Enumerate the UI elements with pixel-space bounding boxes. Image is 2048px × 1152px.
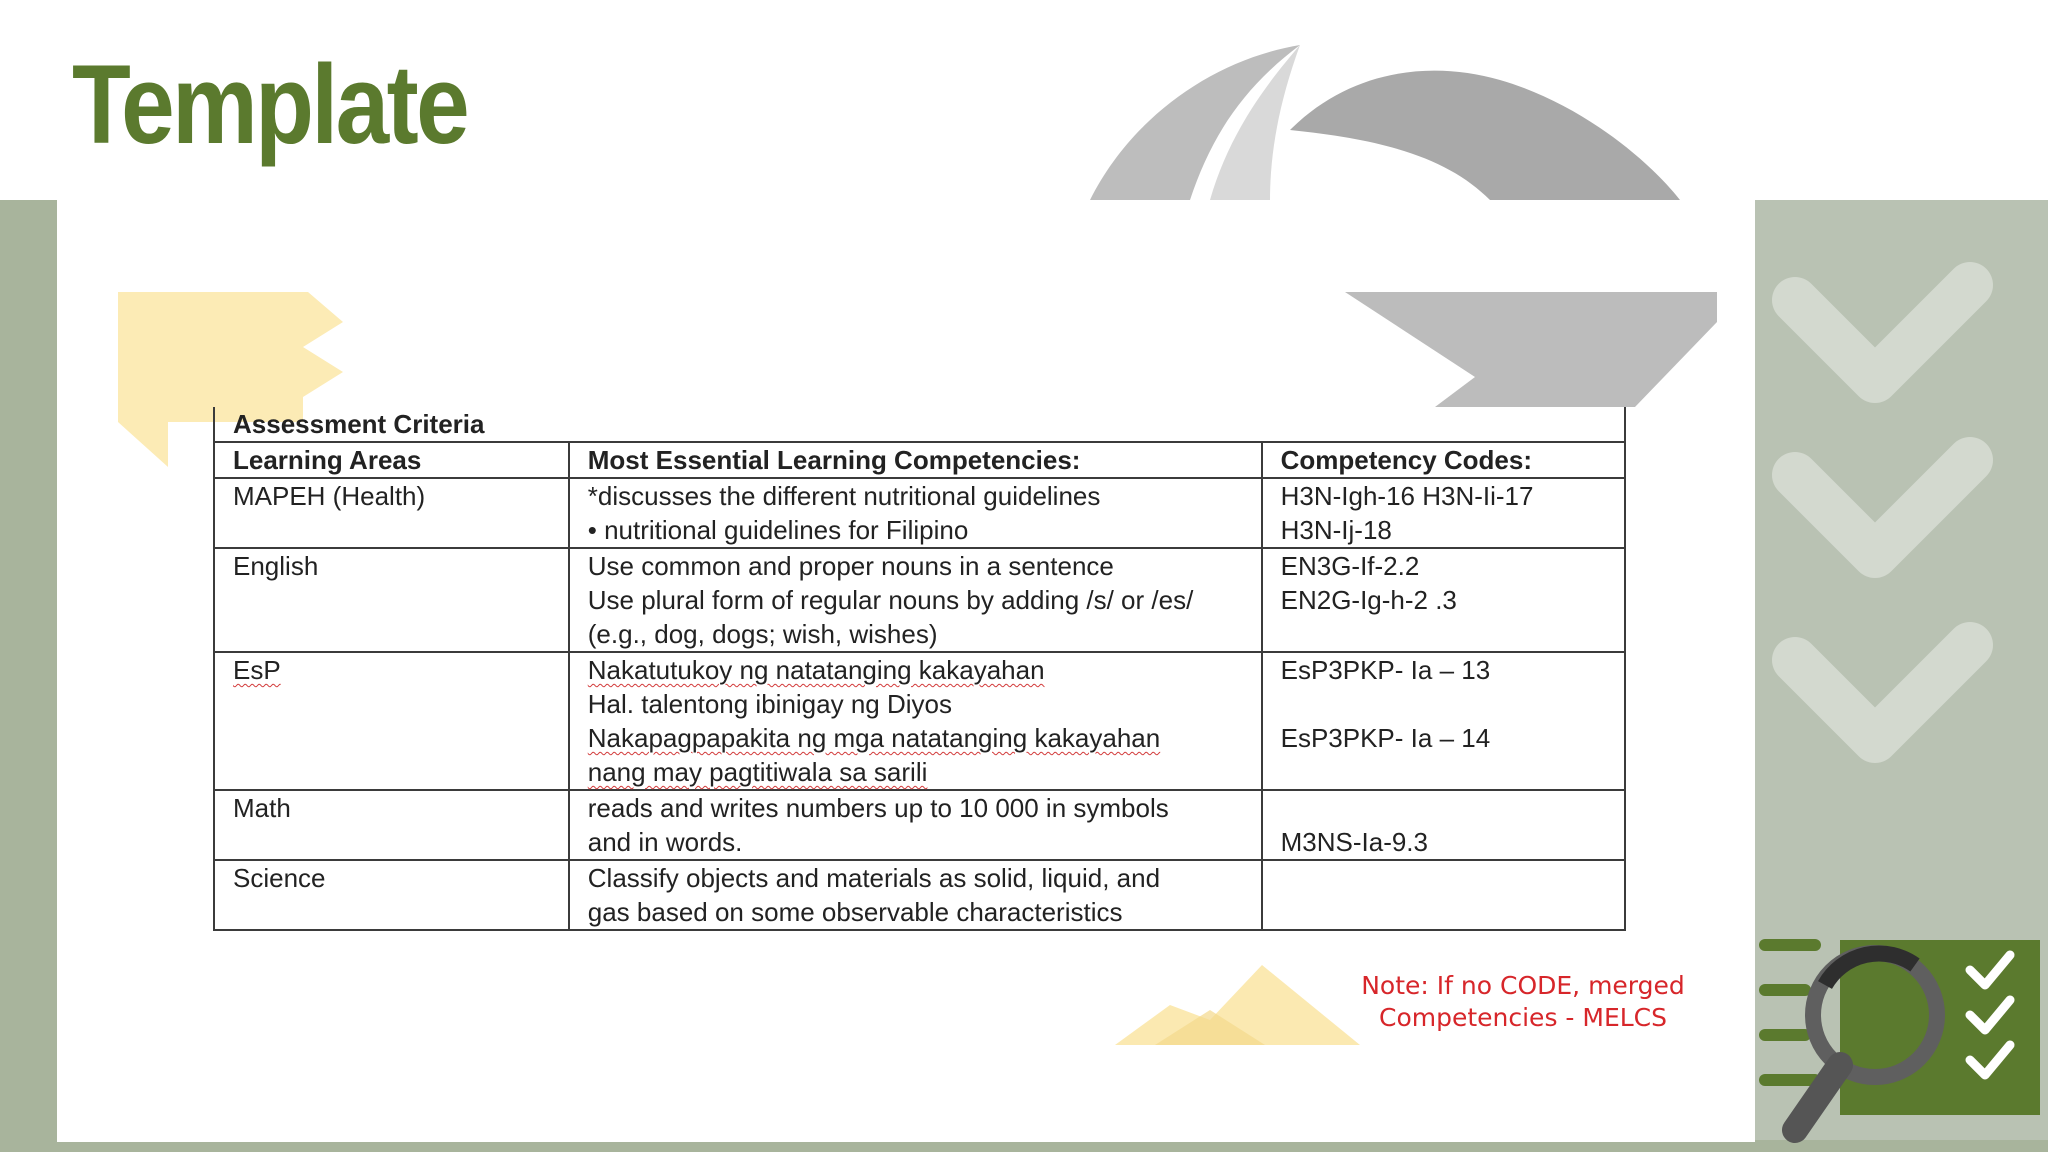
gray-chevron-decoration: [1345, 292, 1717, 407]
cell-competencies: [569, 790, 1262, 860]
code-line: H3N-Igh-16 H3N-Ii-17: [1280, 481, 1534, 511]
cell-area: MAPEH (Health): [214, 478, 569, 548]
check-mark-icon: [1795, 645, 1970, 740]
cell-codes: [1262, 478, 1625, 548]
code-spacer: [1281, 791, 1606, 825]
cell-codes: [1262, 548, 1625, 652]
table-header-row: [214, 442, 1625, 478]
cell-area: [214, 652, 569, 790]
arrow-arc-decoration: [1070, 30, 1710, 200]
table-caption: Assessment Criteria: [214, 407, 1625, 442]
competency-line: reads and writes numbers up to 10 000 in symbols: [587, 793, 1169, 823]
note-line-1: Note: If no CODE, merged: [1361, 971, 1685, 1000]
cell-competencies: [569, 478, 1262, 548]
merge-note: [1330, 970, 1716, 1034]
competency-line: • nutritional guidelines for Filipino: [587, 515, 969, 545]
header-competencies: Most Essential Learning Competencies:: [569, 442, 1262, 478]
competency-line: Use common and proper nouns in a sentence: [587, 551, 1114, 581]
competency-line: (e.g., dog, dogs; wish, wishes): [587, 619, 938, 649]
header-learning-areas: Learning Areas: [214, 442, 569, 478]
competency-line: Nakatutukoy ng natatanging kakayahan: [587, 655, 1045, 685]
check-mark-icon: [1795, 460, 1970, 555]
cell-competencies: [569, 860, 1262, 930]
competency-line: gas based on some observable characteristics: [587, 897, 1123, 927]
table-row: [214, 478, 1625, 548]
check-marks-decoration: [1755, 260, 2048, 860]
competency-line: Use plural form of regular nouns by adding /s/ or /es/: [587, 585, 1194, 615]
table-row: [214, 790, 1625, 860]
table-row: [214, 652, 1625, 790]
cell-area: English: [214, 548, 569, 652]
header-codes: Competency Codes:: [1262, 442, 1625, 478]
assessment-criteria-table: [213, 407, 1626, 931]
code-line: H3N-Ij-18: [1280, 515, 1392, 545]
code-spacer: [1281, 687, 1606, 721]
cell-codes: [1262, 790, 1625, 860]
note-line-2: Competencies - MELCS: [1378, 1003, 1667, 1032]
code-line: EN3G-If-2.2: [1280, 551, 1420, 581]
competency-line: and in words.: [587, 827, 743, 857]
table-caption-row: [214, 407, 1625, 442]
cell-area: Science: [214, 860, 569, 930]
code-line: EsP3PKP- Ia – 14: [1280, 723, 1491, 753]
cell-competencies: [569, 652, 1262, 790]
table-row: [214, 860, 1625, 930]
area-text: EsP: [233, 655, 281, 685]
left-decor-band: [0, 200, 57, 1152]
competency-line: Hal. talentong ibinigay ng Diyos: [587, 689, 952, 719]
cell-area: Math: [214, 790, 569, 860]
cell-competencies: [569, 548, 1262, 652]
cell-codes: [1262, 860, 1625, 930]
code-line: EsP3PKP- Ia – 13: [1280, 655, 1491, 685]
competency-line: Nakapagpapakita ng mga natatanging kakayahan: [587, 723, 1161, 753]
competency-line: nang may pagtitiwala sa sarili: [587, 757, 928, 787]
code-line: EN2G-Ig-h-2 .3: [1280, 585, 1457, 615]
mountain-decoration: [1115, 960, 1360, 1045]
table-row: [214, 548, 1625, 652]
check-mark-icon: [1795, 285, 1970, 380]
cell-codes: [1262, 652, 1625, 790]
slide-title: Template: [72, 42, 468, 167]
code-line: M3NS-Ia-9.3: [1280, 827, 1428, 857]
competency-line: Classify objects and materials as solid, liquid, and: [587, 863, 1161, 893]
competency-line: *discusses the different nutritional guidelines: [587, 481, 1101, 511]
clipboard-magnifier-icon: [1755, 895, 2048, 1152]
